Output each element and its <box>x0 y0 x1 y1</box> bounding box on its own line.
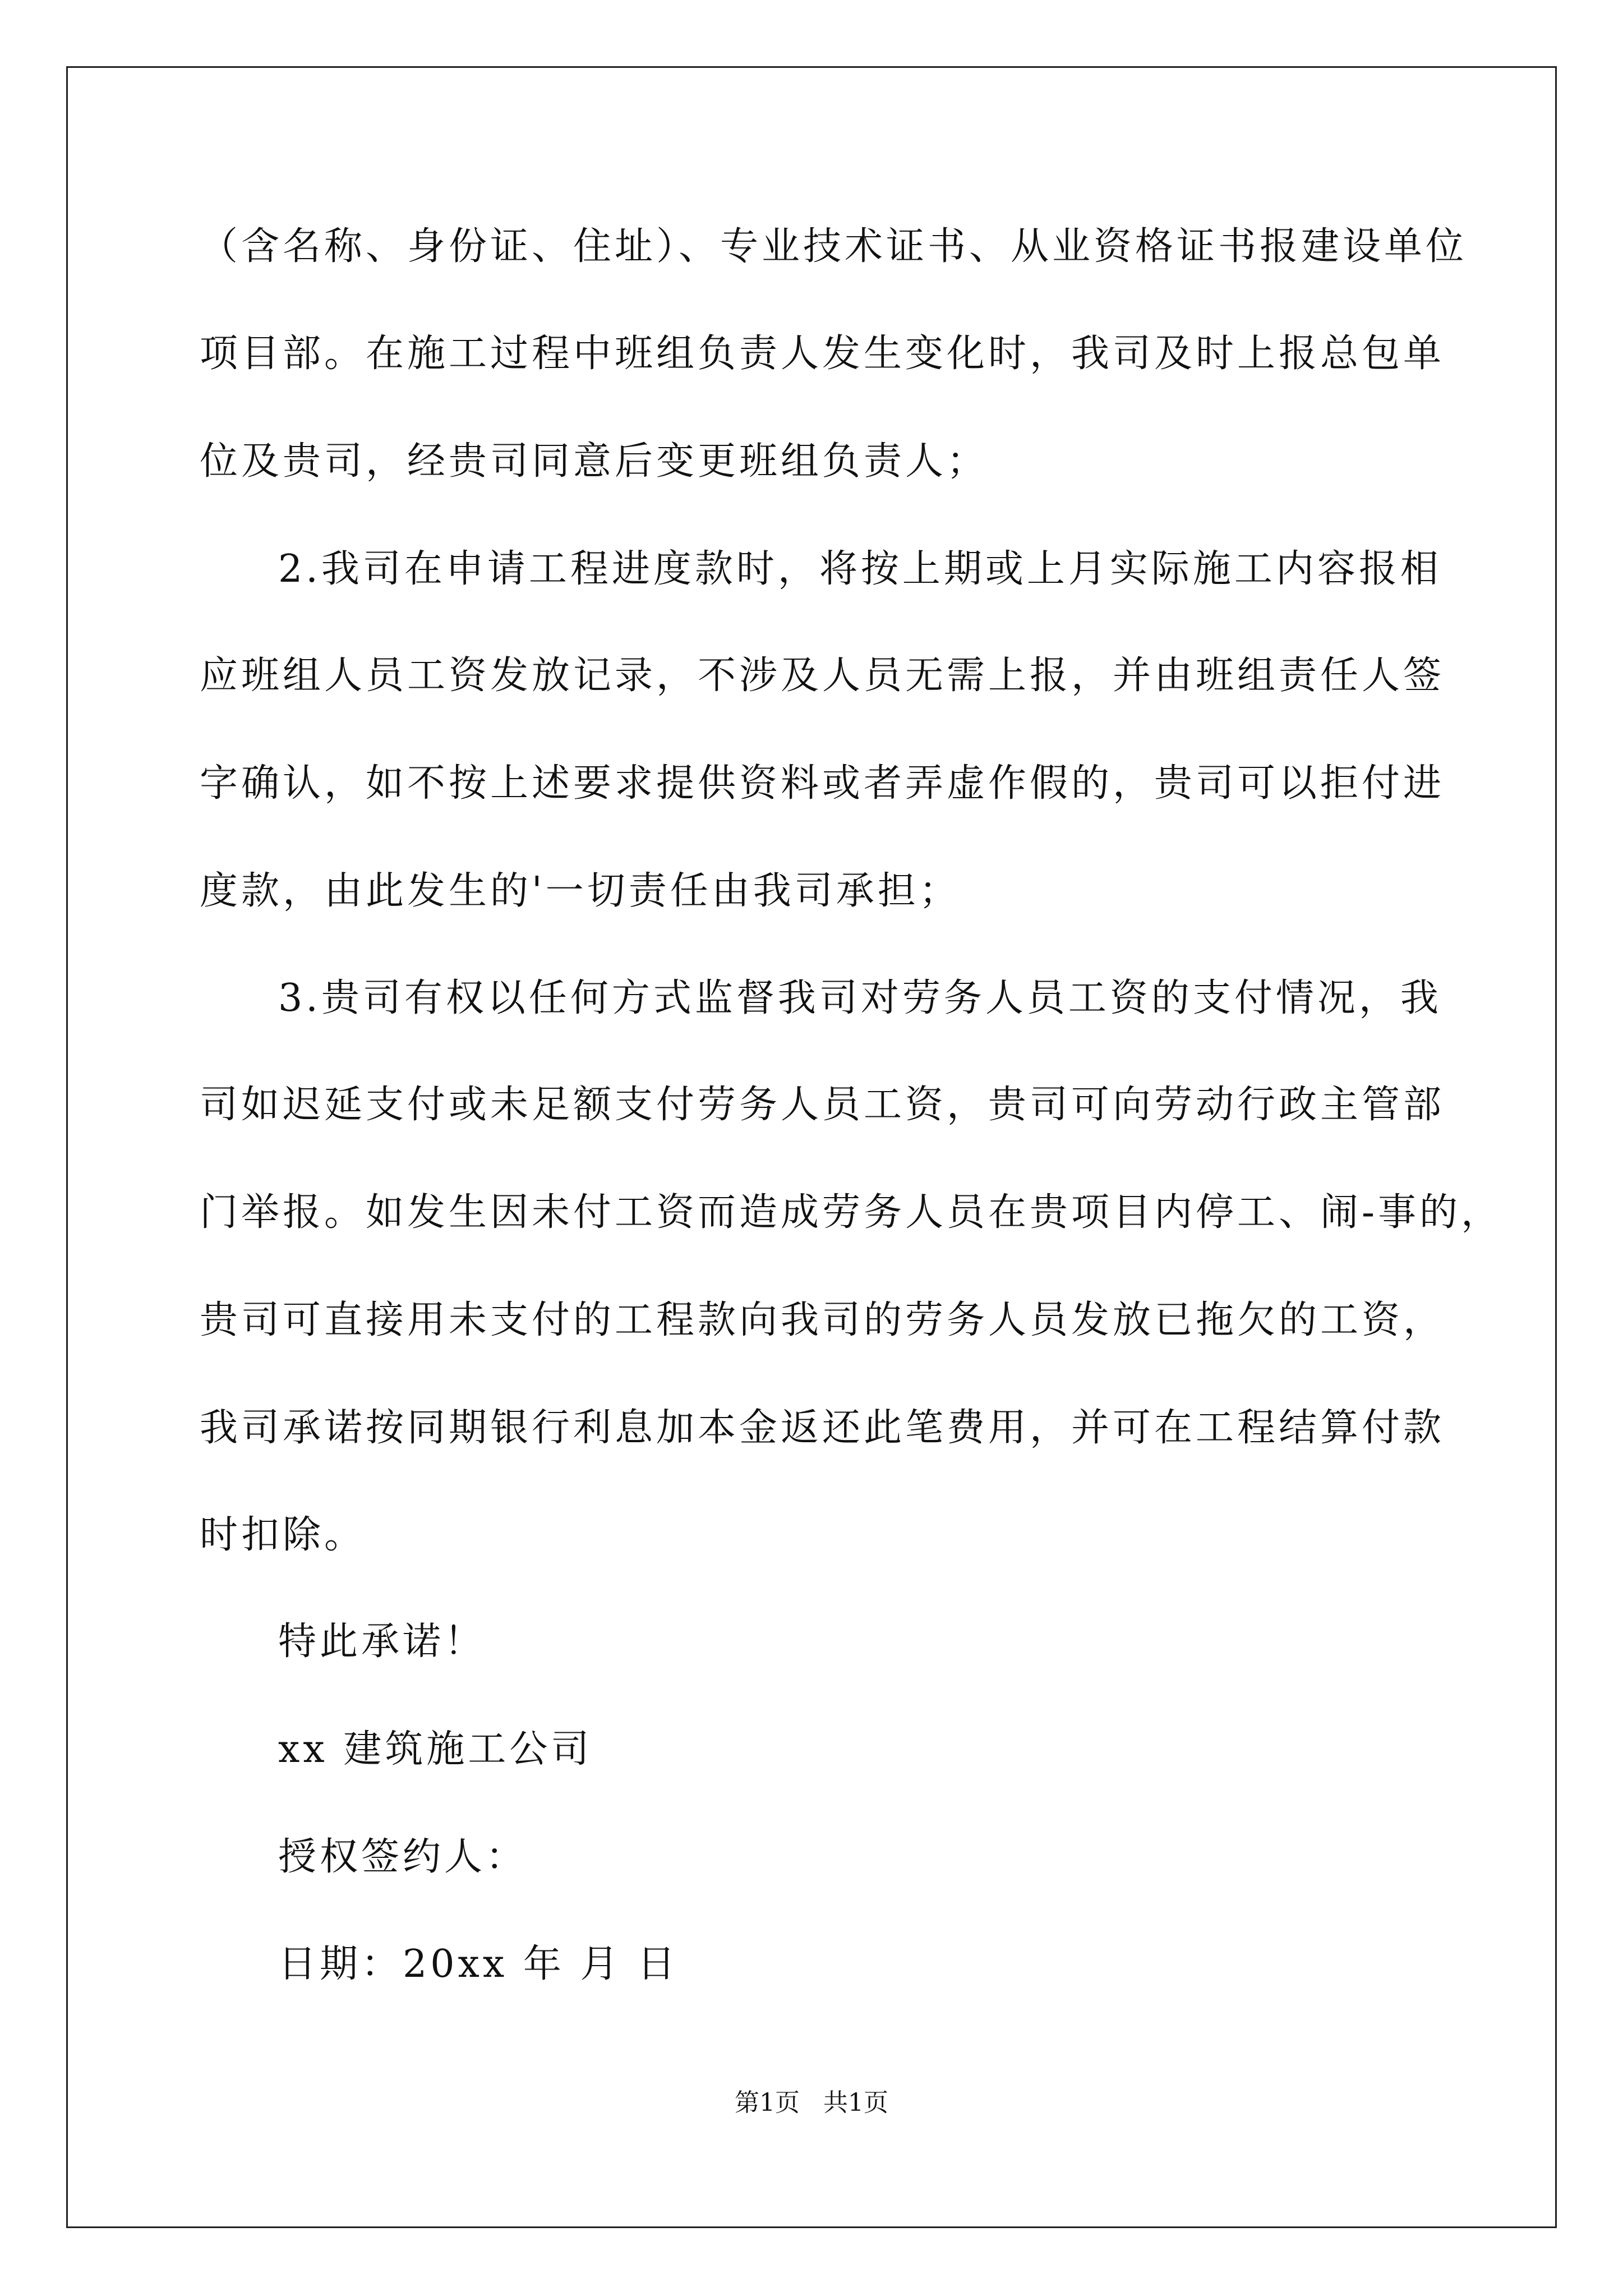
body-line-13: 时扣除。 <box>200 1513 366 1557</box>
body-line-12: 我司承诺按同期银行利息加本金返还此笔费用，并可在工程结算付款 <box>200 1406 1445 1450</box>
body-line-4: 2.我司在申请工程进度款时，将按上期或上月实际施工内容报相 <box>278 547 1442 591</box>
body-line-3: 位及贵司，经贵司同意后变更班组负责人； <box>200 439 989 484</box>
body-line-5: 应班组人员工资发放记录，不涉及人员无需上报，并由班组责任人签 <box>200 654 1445 698</box>
company-name: xx 建筑施工公司 <box>278 1727 593 1772</box>
body-line-2: 项目部。在施工过程中班组负责人发生变化时，我司及时上报总包单 <box>200 332 1445 376</box>
page-border <box>66 66 1557 2228</box>
signatory-label: 授权签约人： <box>278 1835 528 1879</box>
body-line-10: 门举报。如发生因未付工资而造成劳务人员在贵项目内停工、闹-事的， <box>200 1190 1502 1235</box>
closing-statement: 特此承诺！ <box>278 1619 486 1664</box>
body-line-6: 字确认，如不按上述要求提供资料或者弄虚作假的，贵司可以拒付进 <box>200 761 1445 806</box>
body-line-7: 度款，由此发生的'一切责任由我司承担； <box>200 869 961 913</box>
body-line-1: （含名称、身份证、住址）、专业技术证书、从业资格证书报建设单位 <box>200 224 1468 269</box>
date-line: 日期：20xx 年 月 日 <box>278 1942 679 1986</box>
page-number-footer: 第1页 共1页 <box>735 2088 888 2117</box>
body-line-9: 司如迟延支付或未足额支付劳务人员工资，贵司可向劳动行政主管部 <box>200 1083 1445 1127</box>
body-line-8: 3.贵司有权以任何方式监督我司对劳务人员工资的支付情况，我 <box>278 976 1442 1020</box>
body-line-11: 贵司可直接用未支付的工程款向我司的劳务人员发放已拖欠的工资， <box>200 1298 1445 1342</box>
